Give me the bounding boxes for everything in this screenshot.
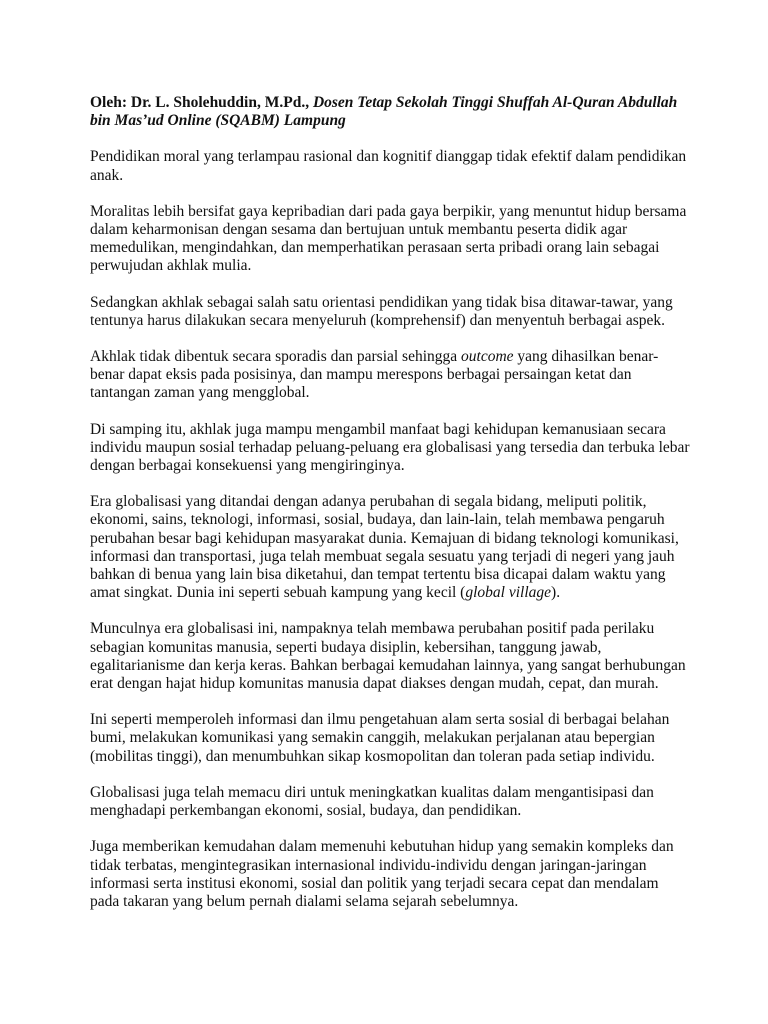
paragraph-2 [90, 203, 690, 276]
paragraph-text: Di samping itu, akhlak juga mampu mengambil manfaat bagi kehidupan kemanusiaan secara individu maupun sosial terhadap peluang-peluang era globalisasi yang tersedia dan terbuka lebar dengan berbagai konsekuensi yang mengiringinya. [90, 420, 690, 475]
document-page [90, 94, 690, 929]
paragraph-9 [90, 784, 690, 820]
paragraph-text-before: Akhlak tidak dibentuk secara sporadis dan parsial sehingga [90, 348, 462, 366]
paragraph-8 [90, 711, 690, 766]
paragraph-text: Globalisasi juga telah memacu diri untuk meningkatkan kualitas dalam mengantisipasi dan menghadapi perkembangan ekonomi, sosial, budaya, dan pendidikan. [90, 783, 654, 820]
paragraph-6 [90, 493, 690, 602]
paragraph-text-before: Era globalisasi yang ditandai dengan adanya perubahan di segala bidang, meliputi politik, ekonomi, sains, teknologi, informasi, sosial, budaya, dan lain-lain, telah membawa pengaruh perubahan besar bagi kehidupan masyarakat dunia. Kemajuan di bidang teknologi komunikasi, informasi dan transportasi, juga telah membuat segala sesuatu yang terjadi di negeri yang jauh bahkan di benua yang lain bisa diketahui, dan tempat tertentu bisa dicapai dalam waktu yang amat singkat. Dunia ini seperti sebuah kampung yang kecil ( [90, 493, 679, 602]
paragraph-4 [90, 348, 690, 403]
paragraph-1 [90, 148, 690, 184]
paragraph-5 [90, 421, 690, 476]
paragraph-text-after: ). [551, 584, 561, 602]
author-byline [90, 94, 690, 130]
paragraph-10 [90, 838, 690, 911]
author-name: Oleh: Dr. L. Sholehuddin, M.Pd., [90, 94, 310, 111]
paragraph-text: Munculnya era globalisasi ini, nampaknya telah membawa perubahan positif pada perilaku sebagian komunitas manusia, seperti budaya disiplin, kebersihan, tanggung jawab, egalitarianisme dan kerja keras. Bahkan berbagai kemudahan lainnya, yang sangat berhubungan erat dengan hajat hidup komunitas manusia dapat diakses dengan mudah, cepat, dan murah. [90, 620, 686, 693]
paragraph-text: Moralitas lebih bersifat gaya kepribadian dari pada gaya berpikir, yang menuntut hidup bersama dalam keharmonisan dengan sesama dan bertujuan untuk membantu peserta didik agar memedulikan, mengindahkan, dan memperhatikan perasaan serta pribadi orang lain sebagai perwujudan akhlak mulia. [90, 202, 687, 275]
italic-term: outcome [461, 348, 514, 366]
italic-term: global village [465, 584, 552, 602]
paragraph-text: Juga memberikan kemudahan dalam memenuhi kebutuhan hidup yang semakin kompleks dan tidak terbatas, mengintegrasikan internasional individu-individu dengan jaringan-jaringan informasi serta institusi ekonomi, sosial dan politik yang terjadi secara cepat dan mendalam pada takaran yang belum pernah dialami selama sejarah sebelumnya. [90, 838, 674, 910]
author-affiliation: Dosen Tetap Sekolah Tinggi Shuffah Al-Quran Abdullah bin Mas’ud Online (SQABM) Lampung [90, 94, 678, 130]
paragraph-7 [90, 620, 690, 693]
paragraph-text: Sedangkan akhlak sebagai salah satu orientasi pendidikan yang tidak bisa ditawar-tawar, yang tentunya harus dilakukan secara menyeluruh (komprehensif) dan menyentuh berbagai aspek. [90, 293, 673, 329]
paragraph-text: Pendidikan moral yang terlampau rasional dan kognitif dianggap tidak efektif dalam pendidikan anak. [90, 148, 687, 184]
paragraph-text: Ini seperti memperoleh informasi dan ilmu pengetahuan alam serta sosial di berbagai belahan bumi, melakukan komunikasi yang semakin canggih, melakukan perjalanan atau bepergian (mobilitas tinggi), dan menumbuhkan sikap kosmopolitan dan toleran pada setiap individu. [90, 711, 670, 765]
paragraph-3 [90, 294, 690, 330]
paragraph-text-after: yang dihasilkan benar-benar dapat eksis pada posisinya, dan mampu merespons berbagai persaingan ketat dan tantangan zaman yang mengglobal. [90, 348, 659, 402]
